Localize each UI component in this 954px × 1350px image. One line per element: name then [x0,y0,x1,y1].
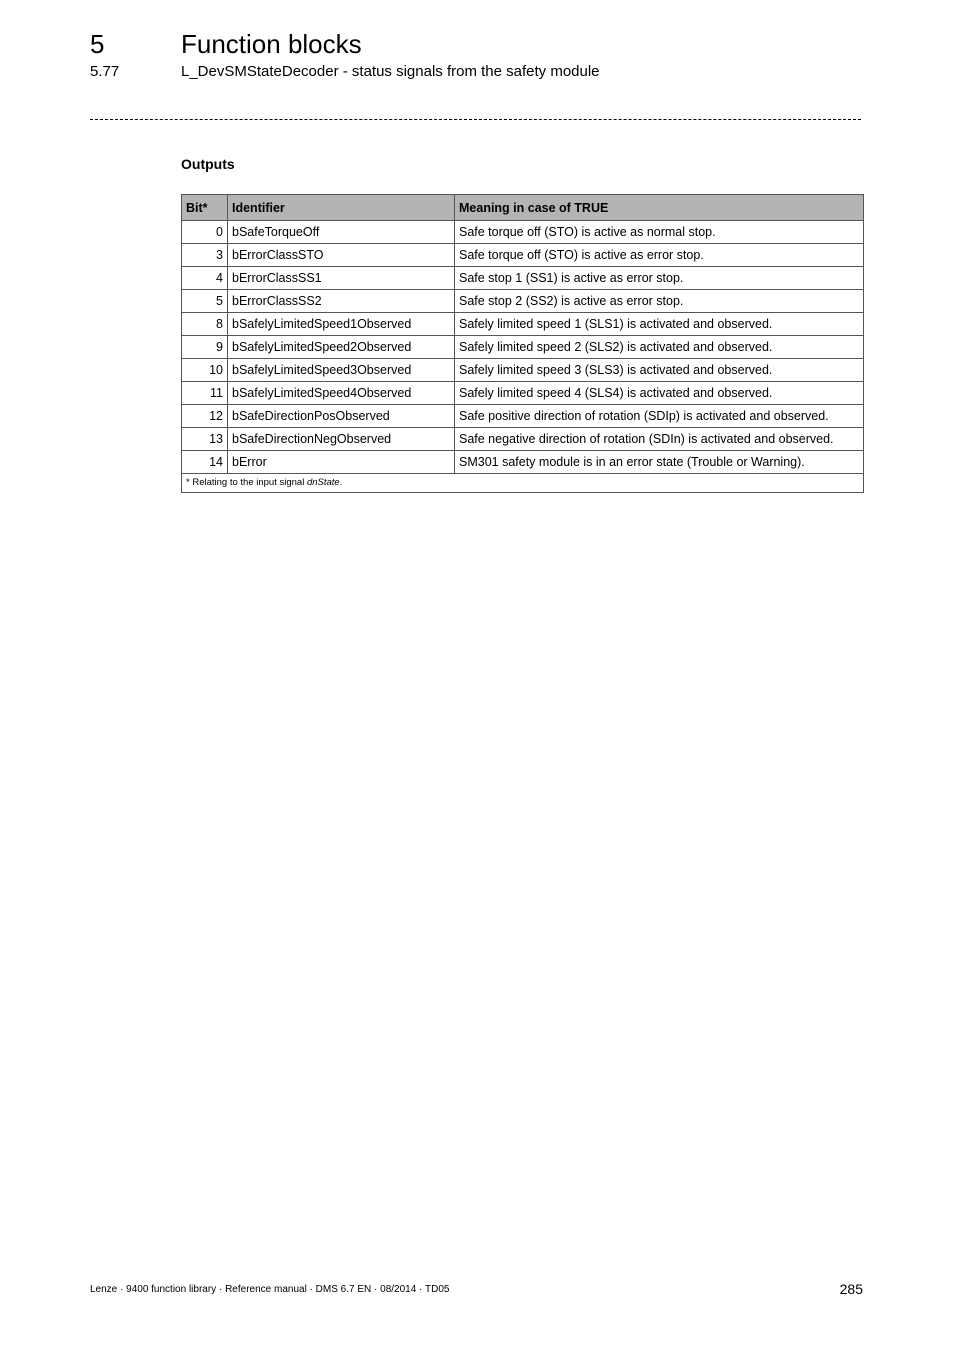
footer-text: Lenze · 9400 function library · Reference manual · DMS 6.7 EN · 08/2014 · TD05 [90,1284,450,1295]
table-row [182,359,864,382]
section-number: 5.77 [90,63,120,80]
bit-cell: 13 [182,428,228,451]
bit-cell: 4 [182,267,228,290]
bit-cell: 12 [182,405,228,428]
identifier-cell: bError [228,451,455,474]
meaning-cell: Safely limited speed 4 (SLS4) is activated and observed. [455,382,864,405]
meaning-cell: Safely limited speed 3 (SLS3) is activated and observed. [455,359,864,382]
identifier-cell: bErrorClassSS2 [228,290,455,313]
table-header-row [182,195,864,221]
bit-cell: 5 [182,290,228,313]
footnote-text: * Relating to the input signal [186,477,307,488]
table-row [182,313,864,336]
identifier-cell: bSafeDirectionNegObserved [228,428,455,451]
table-row [182,428,864,451]
column-header-meaning: Meaning in case of TRUE [455,195,864,221]
bit-cell: 11 [182,382,228,405]
table-row [182,451,864,474]
identifier-cell: bErrorClassSS1 [228,267,455,290]
meaning-cell: Safe positive direction of rotation (SDIp) is activated and observed. [455,405,864,428]
bit-cell: 0 [182,221,228,244]
identifier-cell: bSafeDirectionPosObserved [228,405,455,428]
identifier-cell: bSafelyLimitedSpeed4Observed [228,382,455,405]
footnote-signal: dnState [306,477,340,488]
chapter-title: Function blocks [181,29,362,59]
table-row [182,405,864,428]
table-row [182,382,864,405]
bit-cell: 8 [182,313,228,336]
table-row [182,221,864,244]
meaning-cell: Safe torque off (STO) is active as normal stop. [455,221,864,244]
footnote-end: . [339,477,343,488]
identifier-cell: bSafelyLimitedSpeed1Observed [228,313,455,336]
identifier-cell: bSafelyLimitedSpeed2Observed [228,336,455,359]
column-header-identifier: Identifier [228,195,455,221]
identifier-cell: bSafelyLimitedSpeed3Observed [228,359,455,382]
meaning-cell: Safe torque off (STO) is active as error stop. [455,244,864,267]
meaning-cell: Safely limited speed 1 (SLS1) is activated and observed. [455,313,864,336]
meaning-cell: Safe stop 1 (SS1) is active as error stop. [455,267,864,290]
section-title: L_DevSMStateDecoder - status signals from the safety module [181,63,600,80]
meaning-cell: Safe stop 2 (SS2) is active as error stop. [455,290,864,313]
bit-cell: 14 [182,451,228,474]
meaning-cell: SM301 safety module is in an error state (Trouble or Warning). [455,451,864,474]
table-footnote-row [182,474,864,493]
identifier-cell: bSafeTorqueOff [228,221,455,244]
meaning-cell: Safely limited speed 2 (SLS2) is activated and observed. [455,336,864,359]
header-divider [90,119,861,120]
table-row [182,244,864,267]
outputs-heading: Outputs [181,156,235,172]
table-row [182,290,864,313]
table-row [182,267,864,290]
table-row [182,336,864,359]
meaning-cell: Safe negative direction of rotation (SDIn) is activated and observed. [455,428,864,451]
outputs-table [181,194,864,493]
table-footnote [182,474,864,493]
page-number: 285 [839,1281,863,1297]
bit-cell: 10 [182,359,228,382]
column-header-bit: Bit* [182,195,228,221]
bit-cell: 3 [182,244,228,267]
outputs-table-container [181,194,863,493]
chapter-number: 5 [90,29,105,59]
identifier-cell: bErrorClassSTO [228,244,455,267]
bit-cell: 9 [182,336,228,359]
